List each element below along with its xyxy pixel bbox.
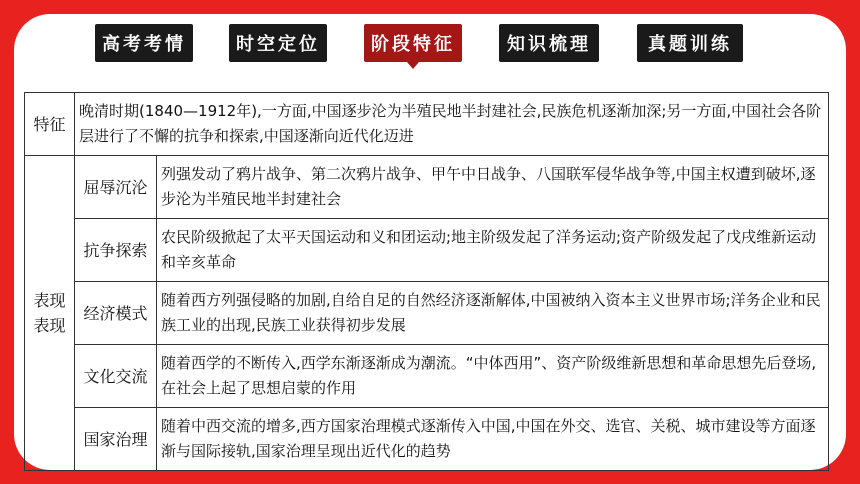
table-row (25, 345, 829, 408)
row-label: 国家治理 (75, 408, 157, 471)
table-row (25, 408, 829, 471)
tab-zhenti-xunlian[interactable]: 真题训练 (637, 24, 743, 62)
tab-shikong-dingwei[interactable]: 时空定位 (229, 24, 327, 62)
tab-jieduan-tezheng[interactable]: 阶段特征 (364, 24, 462, 62)
row-text: 随着中西交流的增多,西方国家治理模式逐渐传入中国,中国在外交、选官、关税、城市建设等方面逐渐与国际接轨,国家治理呈现出近代化的趋势 (157, 408, 829, 471)
table-row (25, 156, 829, 219)
tab-zhishi-shuli[interactable]: 知识梳理 (499, 24, 599, 62)
row-label: 抗争探索 (75, 219, 157, 282)
performance-header (25, 156, 75, 471)
row-label: 文化交流 (75, 345, 157, 408)
row-label: 经济模式 (75, 282, 157, 345)
stage-features-table (24, 92, 829, 471)
row-text: 随着西学的不断传入,西学东渐逐渐成为潮流。“中体西用”、资产阶级维新思想和革命思想先后登场,在社会上起了思想启蒙的作用 (157, 345, 829, 408)
row-text: 农民阶级掀起了太平天国运动和义和团运动;地主阶级发起了洋务运动;资产阶级发起了戊戌维新运动和辛亥革命 (157, 219, 829, 282)
row-text: 随着西方列强侵略的加剧,自给自足的自然经济逐渐解体,中国被纳入资本主义世界市场;洋务企业和民族工业的出现,民族工业获得初步发展 (157, 282, 829, 345)
table-row (25, 93, 829, 156)
feature-text: 晚清时期(1840—1912年),一方面,中国逐步沦为半殖民地半封建社会,民族危机逐渐加深;另一方面,中国社会各阶层进行了不懈的抗争和探索,中国逐渐向近代化迈进 (75, 93, 829, 156)
performance-header-line2: 表现 (33, 316, 66, 335)
performance-header-line1: 表现 (33, 291, 66, 310)
table-row (25, 282, 829, 345)
row-label: 屈辱沉沦 (75, 156, 157, 219)
tab-gaokao-kaoqing[interactable]: 高考考情 (95, 24, 193, 62)
table-row (25, 219, 829, 282)
row-text: 列强发动了鸦片战争、第二次鸦片战争、甲午中日战争、八国联军侵华战争等,中国主权遭到破坏,逐步沦为半殖民地半封建社会 (157, 156, 829, 219)
feature-header: 特征 (25, 93, 75, 156)
nav-tabs (0, 24, 860, 64)
